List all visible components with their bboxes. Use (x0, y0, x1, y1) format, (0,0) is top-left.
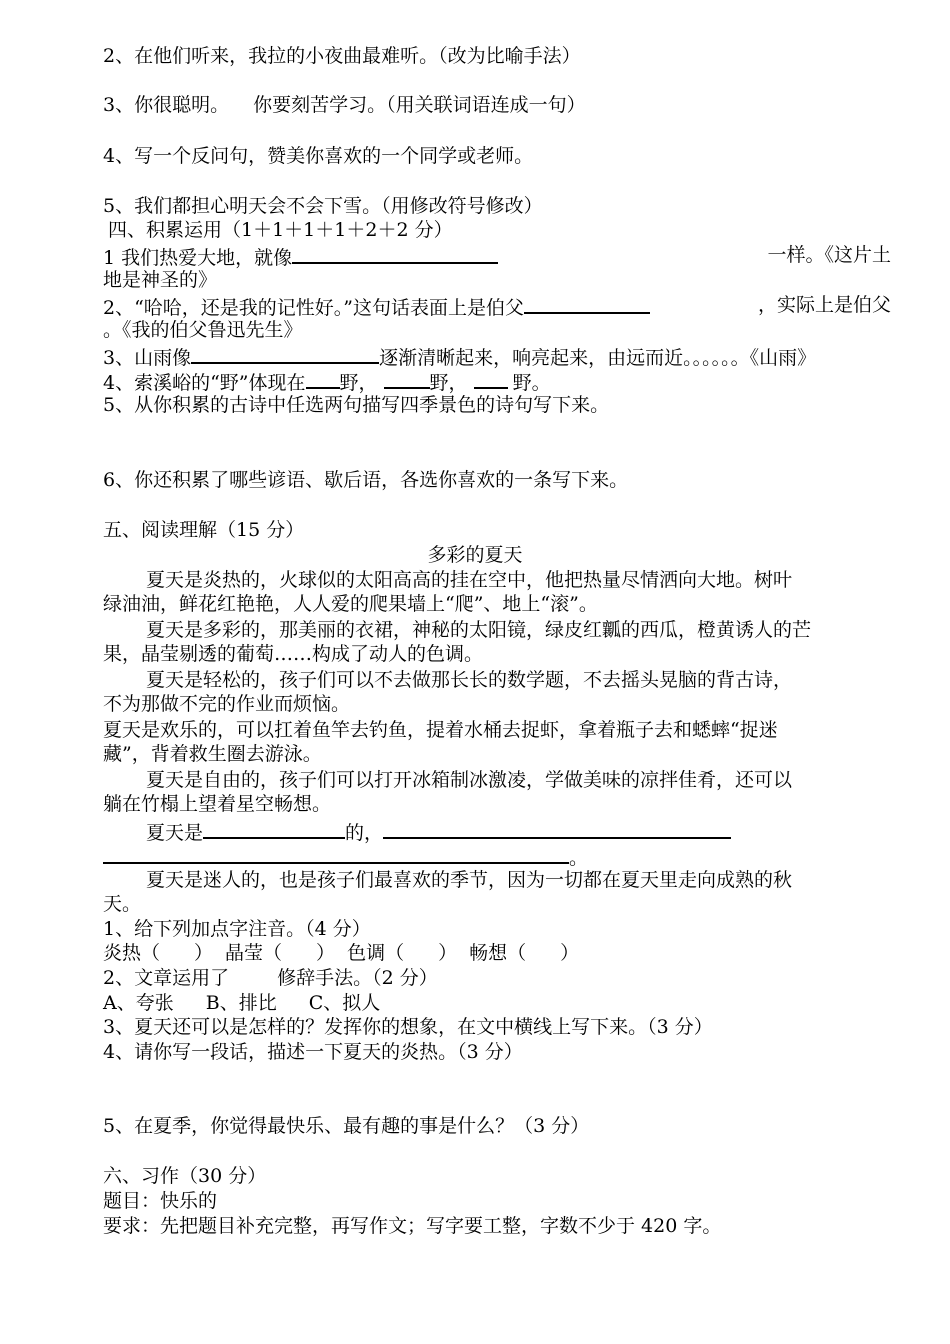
s3-q2: 2、在他们听来，我拉的小夜曲最难听。（改为比喻手法） (103, 45, 581, 67)
passage-p2-line2: 果，晶莹剔透的葡萄……构成了动人的色调。 (103, 643, 484, 665)
s4-q2-c: 。《我的伯父鲁迅先生》 (103, 319, 303, 341)
s4-q2-blank[interactable] (524, 293, 650, 314)
s4-q3-line (103, 343, 816, 370)
s3-q3-a: 3、你很聪明。 (103, 94, 230, 116)
passage-p1-line1: 夏天是炎热的，火球似的太阳高高的挂在空中，他把热量尽情洒向大地。树叶 (146, 569, 793, 591)
passage-p2 (103, 618, 891, 666)
s5-q1-words (103, 941, 579, 965)
passage-p6-end: 。 (569, 847, 589, 869)
s5-q2-options (103, 991, 380, 1015)
passage-p3-line2: 不为那做不完的作业而烦恼。 (103, 693, 351, 715)
s4-q4-b: 野， (339, 372, 378, 394)
passage-p6-line2 (103, 843, 588, 870)
s5-q2-b: 修辞手法。（2 分） (277, 967, 438, 989)
paren-close: ） (560, 942, 580, 964)
passage-p5-line2: 躺在竹榻上望着星空畅想。 (103, 793, 332, 815)
s6-heading: 六、习作（30 分） (103, 1165, 267, 1187)
s4-q4-blank-3[interactable] (474, 368, 508, 389)
s4-q4-d: 野。 (512, 372, 551, 394)
s4-q1-b: 一样。《这片土 (767, 244, 891, 266)
s4-heading: 四、积累运用（1＋1＋1＋1＋2＋2 分） (108, 219, 453, 241)
option-c[interactable]: C、拟人 (308, 992, 381, 1014)
passage-p4-line1: 夏天是欢乐的，可以扛着鱼竿去钓鱼，提着水桶去捉虾，拿着瓶子去和蟋蟀“捉迷 (103, 719, 778, 741)
paren-close: ） (194, 942, 214, 964)
s4-q2-b: ，实际上是伯父 (757, 294, 891, 316)
s4-q4-blank-1[interactable] (306, 368, 340, 389)
word-yanre: 炎热（ (103, 942, 161, 964)
passage-p3 (103, 668, 891, 716)
passage-p5-line1: 夏天是自由的，孩子们可以打开冰箱制冰激凌，学做美味的凉拌佳肴，还可以 (146, 769, 793, 791)
passage-p5 (103, 768, 891, 816)
paren-close: ） (316, 942, 336, 964)
s4-q1-c: 地是神圣的》 (103, 269, 218, 291)
passage-p1 (103, 568, 891, 616)
s6-topic: 题目：快乐的 (103, 1190, 218, 1212)
passage-title: 多彩的夏天 (427, 544, 523, 566)
passage-p6-a: 夏天是 (146, 822, 204, 844)
word-changxiang: 畅想（ (469, 942, 527, 964)
passage-p6-blank-1[interactable] (203, 818, 345, 839)
s6-requirement: 要求：先把题目补充完整，再写作文；写字要工整，字数不少于 420 字。 (103, 1215, 722, 1237)
s5-q2 (103, 966, 438, 990)
passage-p6-line1 (146, 818, 731, 845)
passage-p3-line1: 夏天是轻松的，孩子们可以不去做那长长的数学题，不去摇头晃脑的背古诗， (146, 669, 793, 691)
passage-p2-line1: 夏天是多彩的，那美丽的衣裙，神秘的太阳镜，绿皮红瓤的西瓜，橙黄诱人的芒 (146, 619, 812, 641)
s4-q4-line (103, 368, 551, 395)
s4-q3-a: 3、山雨像 (103, 347, 192, 369)
s4-q3-blank[interactable] (191, 343, 379, 364)
s3-q3 (103, 93, 586, 117)
s4-q3-b: 逐渐清晰起来，响亮起来，由远而近。。。。。。《山雨》 (379, 347, 817, 369)
s3-q4: 4、写一个反问句，赞美你喜欢的一个同学或老师。 (103, 145, 534, 167)
s5-q5: 5、在夏季，你觉得最快乐、最有趣的事是什么？（3 分） (103, 1115, 590, 1137)
s3-q3-b: 你要刻苦学习。（用关联词语连成一句） (253, 94, 586, 116)
s4-q1-line (103, 243, 891, 270)
s4-q5: 5、从你积累的古诗中任选两句描写四季景色的诗句写下来。 (103, 394, 610, 416)
passage-p6-blank-2[interactable] (383, 818, 731, 839)
word-sediao: 色调（ (347, 942, 405, 964)
s5-heading: 五、阅读理解（15 分） (103, 519, 305, 541)
option-b[interactable]: B、排比 (205, 992, 277, 1014)
s4-q6: 6、你还积累了哪些谚语、歇后语，各选你喜欢的一条写下来。 (103, 469, 629, 491)
s4-q2-line (103, 293, 891, 320)
s5-q3: 3、夏天还可以是怎样的？发挥你的想象，在文中横线上写下来。（3 分） (103, 1016, 713, 1038)
s4-q4-blank-2[interactable] (384, 368, 430, 389)
passage-p7-line2: 天。 (103, 893, 142, 915)
s5-q2-a: 2、文章运用了 (103, 967, 230, 989)
passage-p1-line2: 绿油油，鲜花红艳艳，人人爱的爬果墙上“爬”、地上“滚”。 (103, 593, 598, 615)
s4-q1-a: 1 我们热爱大地，就像 (103, 247, 293, 269)
s5-q4: 4、请你写一段话，描述一下夏天的炎热。（3 分） (103, 1041, 523, 1063)
s3-q5: 5、我们都担心明天会不会下雪。（用修改符号修改） (103, 195, 543, 217)
s4-q4-a: 4、索溪峪的“野”体现在 (103, 372, 306, 394)
s4-q2-a: 2、“哈哈，还是我的记性好。”这句话表面上是伯父 (103, 297, 525, 319)
passage-p6-blank-3[interactable] (103, 843, 569, 864)
s4-q4-c: 野， (429, 372, 468, 394)
word-jingying: 晶莹（ (225, 942, 283, 964)
passage-p6-b: 的， (345, 822, 384, 844)
passage-p7 (103, 868, 891, 916)
paren-close: ） (438, 942, 458, 964)
option-a[interactable]: A、夸张 (103, 992, 174, 1014)
passage-p7-line1: 夏天是迷人的，也是孩子们最喜欢的季节，因为一切都在夏天里走向成熟的秋 (146, 869, 793, 891)
s4-q1-blank[interactable] (292, 243, 498, 264)
passage-p4 (103, 718, 891, 766)
passage-p4-line2: 藏”，背着救生圈去游泳。 (103, 743, 322, 765)
s5-q1: 1、给下列加点字注音。（4 分） (103, 918, 371, 940)
